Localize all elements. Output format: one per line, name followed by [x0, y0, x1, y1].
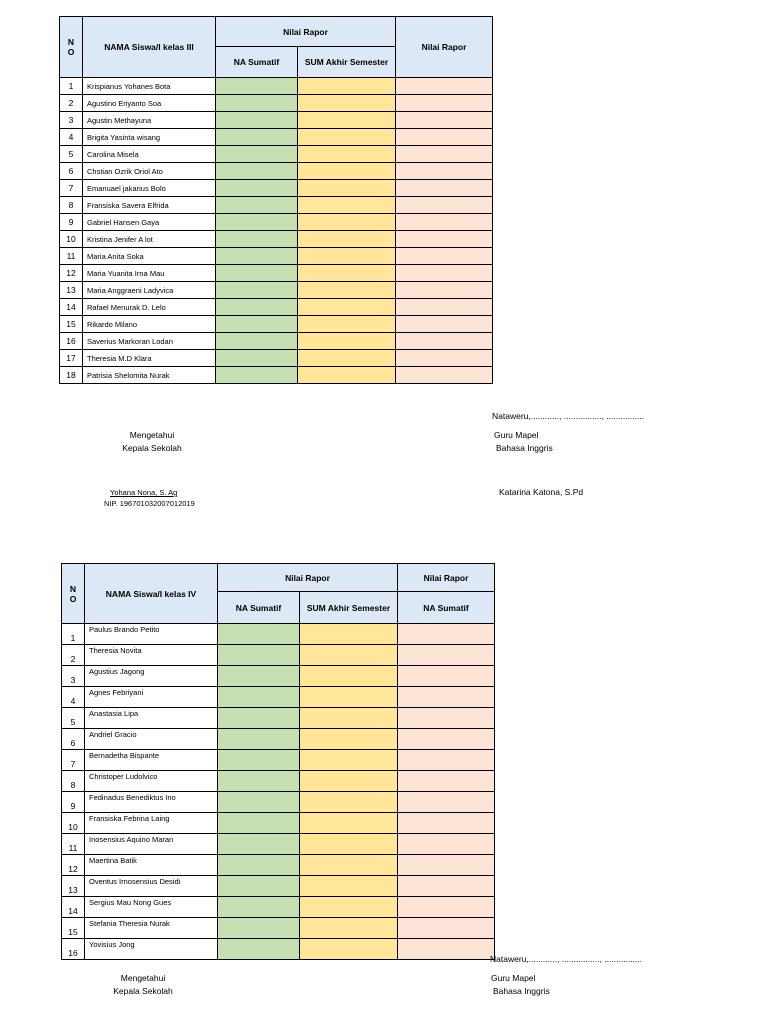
- nilai-rapor-cell[interactable]: [398, 897, 495, 918]
- table-row: [60, 231, 493, 248]
- sum-akhir-semester-cell[interactable]: [298, 78, 396, 95]
- na-sumatif-cell[interactable]: [216, 129, 298, 146]
- student-name: Yovisius Jong: [85, 939, 218, 960]
- na-sumatif-cell[interactable]: [218, 750, 300, 771]
- table-row: [60, 350, 493, 367]
- student-name: Fedinadus Benediktus Ino: [85, 792, 218, 813]
- grade-table-kelas-iii: [59, 16, 493, 384]
- row-number: 6: [62, 729, 85, 750]
- na-sumatif-cell[interactable]: [218, 729, 300, 750]
- table-row: [62, 897, 495, 918]
- header-name: NAMA Siswa/I kelas IV: [85, 564, 218, 624]
- header-sum-akhir-semester: SUM Akhir Semester: [300, 592, 398, 624]
- na-sumatif-cell[interactable]: [216, 248, 298, 265]
- sum-akhir-semester-cell[interactable]: [298, 163, 396, 180]
- place-date-2: Nataweru,............, ................, ................: [490, 954, 643, 964]
- row-number: 3: [62, 666, 85, 687]
- sum-akhir-semester-cell[interactable]: [298, 299, 396, 316]
- sum-akhir-semester-cell[interactable]: [300, 855, 398, 876]
- table-row: [60, 214, 493, 231]
- table-row: [62, 687, 495, 708]
- row-number: 14: [60, 299, 83, 316]
- sum-akhir-semester-cell[interactable]: [298, 248, 396, 265]
- student-name: Agnes Febriyani: [85, 687, 218, 708]
- header-nilai-rapor-group: Nilai Rapor: [216, 17, 396, 47]
- nilai-rapor-cell[interactable]: [396, 129, 493, 146]
- student-name: Theresia Novita: [85, 645, 218, 666]
- table-row: [62, 729, 495, 750]
- sum-akhir-semester-cell[interactable]: [298, 180, 396, 197]
- sum-akhir-semester-cell[interactable]: [298, 129, 396, 146]
- na-sumatif-cell[interactable]: [218, 939, 300, 960]
- sum-akhir-semester-cell[interactable]: [300, 666, 398, 687]
- sum-akhir-semester-cell[interactable]: [300, 939, 398, 960]
- table-row: [60, 282, 493, 299]
- na-sumatif-cell[interactable]: [218, 624, 300, 645]
- row-number: 11: [60, 248, 83, 265]
- na-sumatif-cell[interactable]: [218, 708, 300, 729]
- row-number: 18: [60, 367, 83, 384]
- row-number: 14: [62, 897, 85, 918]
- na-sumatif-cell[interactable]: [218, 897, 300, 918]
- grade-table-kelas-iv: [61, 563, 495, 960]
- na-sumatif-cell[interactable]: [218, 855, 300, 876]
- nilai-rapor-cell[interactable]: [396, 316, 493, 333]
- row-number: 15: [60, 316, 83, 333]
- table-row: [60, 129, 493, 146]
- nilai-rapor-cell[interactable]: [396, 333, 493, 350]
- table-row: [60, 333, 493, 350]
- student-name: Carolina Misela: [83, 146, 216, 163]
- row-number: 2: [60, 95, 83, 112]
- header-no: N O: [62, 564, 85, 624]
- row-number: 8: [60, 197, 83, 214]
- table-row: [60, 367, 493, 384]
- row-number: 10: [62, 813, 85, 834]
- table-row: [60, 197, 493, 214]
- nilai-rapor-cell[interactable]: [396, 180, 493, 197]
- header-nilai-rapor-top: Nilai Rapor: [398, 564, 495, 592]
- nilai-rapor-cell[interactable]: [396, 78, 493, 95]
- sum-akhir-semester-cell[interactable]: [300, 792, 398, 813]
- principal-nip: NIP. 196701032007012019: [104, 499, 195, 508]
- header-no: N O: [60, 17, 83, 78]
- na-sumatif-cell[interactable]: [218, 813, 300, 834]
- student-name: Bernadetha Bispante: [85, 750, 218, 771]
- nilai-rapor-cell[interactable]: [398, 645, 495, 666]
- sum-akhir-semester-cell[interactable]: [298, 367, 396, 384]
- table-row: [60, 180, 493, 197]
- nilai-rapor-cell[interactable]: [398, 939, 495, 960]
- nilai-rapor-cell[interactable]: [398, 855, 495, 876]
- row-number: 8: [62, 771, 85, 792]
- header-na-sumatif: NA Sumatif: [218, 592, 300, 624]
- header-na-sumatif: NA Sumatif: [216, 47, 298, 78]
- nilai-rapor-cell[interactable]: [398, 624, 495, 645]
- na-sumatif-cell[interactable]: [216, 316, 298, 333]
- table-row: [62, 645, 495, 666]
- sum-akhir-semester-cell[interactable]: [300, 708, 398, 729]
- student-name: Rikardo Milano: [83, 316, 216, 333]
- sum-akhir-semester-cell[interactable]: [300, 750, 398, 771]
- na-sumatif-cell[interactable]: [216, 214, 298, 231]
- sum-akhir-semester-cell[interactable]: [300, 918, 398, 939]
- row-number: 9: [62, 792, 85, 813]
- na-sumatif-cell[interactable]: [216, 367, 298, 384]
- header-nilai-rapor: Nilai Rapor: [396, 17, 493, 78]
- na-sumatif-cell[interactable]: [218, 645, 300, 666]
- sum-akhir-semester-cell[interactable]: [298, 265, 396, 282]
- nilai-rapor-cell[interactable]: [396, 95, 493, 112]
- student-name: Agustius Jagong: [85, 666, 218, 687]
- sum-akhir-semester-cell[interactable]: [300, 813, 398, 834]
- sum-akhir-semester-cell[interactable]: [298, 231, 396, 248]
- sum-akhir-semester-cell[interactable]: [300, 834, 398, 855]
- na-sumatif-cell[interactable]: [216, 180, 298, 197]
- nilai-rapor-cell[interactable]: [396, 367, 493, 384]
- row-number: 9: [60, 214, 83, 231]
- student-name: Agustino Eriyanto Soa: [83, 95, 216, 112]
- row-number: 17: [60, 350, 83, 367]
- sum-akhir-semester-cell[interactable]: [300, 687, 398, 708]
- nilai-rapor-cell[interactable]: [398, 708, 495, 729]
- table-body: [62, 624, 495, 960]
- table-row: [60, 316, 493, 333]
- student-name: Theresia M.D Klara: [83, 350, 216, 367]
- sum-akhir-semester-cell[interactable]: [300, 729, 398, 750]
- student-name: Andriel Gracio: [85, 729, 218, 750]
- nilai-rapor-cell[interactable]: [398, 771, 495, 792]
- table-row: [62, 855, 495, 876]
- sum-akhir-semester-cell[interactable]: [300, 897, 398, 918]
- student-name: Rafael Menurak D. Lelo: [83, 299, 216, 316]
- sum-akhir-semester-cell[interactable]: [300, 876, 398, 897]
- row-number: 10: [60, 231, 83, 248]
- na-sumatif-cell[interactable]: [218, 918, 300, 939]
- student-name: Emanuael jakarius Bolo: [83, 180, 216, 197]
- sum-akhir-semester-cell[interactable]: [298, 316, 396, 333]
- row-number: 7: [62, 750, 85, 771]
- teacher-name: Katarina Katona, S.Pd: [499, 487, 584, 497]
- row-number: 12: [62, 855, 85, 876]
- row-number: 6: [60, 163, 83, 180]
- na-sumatif-cell[interactable]: [216, 163, 298, 180]
- student-name: Maria Anita Soka: [83, 248, 216, 265]
- row-number: 5: [60, 146, 83, 163]
- table-row: [62, 750, 495, 771]
- principal-name: Yohana Nona, S. Ag: [110, 488, 178, 497]
- sum-akhir-semester-cell[interactable]: [298, 95, 396, 112]
- nilai-rapor-cell[interactable]: [396, 214, 493, 231]
- sum-akhir-semester-cell[interactable]: [298, 214, 396, 231]
- nilai-rapor-cell[interactable]: [398, 834, 495, 855]
- nilai-rapor-cell[interactable]: [396, 112, 493, 129]
- mengetahui-label: Mengetahui: [129, 430, 175, 440]
- na-sumatif-cell[interactable]: [216, 231, 298, 248]
- sum-akhir-semester-cell[interactable]: [300, 645, 398, 666]
- row-number: 16: [62, 939, 85, 960]
- nilai-rapor-cell[interactable]: [398, 687, 495, 708]
- nilai-rapor-cell[interactable]: [398, 792, 495, 813]
- student-name: Fransiska Savera Elfrida: [83, 197, 216, 214]
- na-sumatif-cell[interactable]: [216, 112, 298, 129]
- nilai-rapor-cell[interactable]: [398, 750, 495, 771]
- sum-akhir-semester-cell[interactable]: [298, 197, 396, 214]
- na-sumatif-cell[interactable]: [218, 876, 300, 897]
- na-sumatif-cell[interactable]: [218, 771, 300, 792]
- nilai-rapor-cell[interactable]: [396, 299, 493, 316]
- mengetahui-label-2: Mengetahui: [120, 973, 166, 983]
- na-sumatif-cell[interactable]: [216, 299, 298, 316]
- na-sumatif-cell[interactable]: [216, 333, 298, 350]
- sum-akhir-semester-cell[interactable]: [298, 350, 396, 367]
- row-number: 16: [60, 333, 83, 350]
- table-row: [62, 771, 495, 792]
- header-sum-akhir-semester: SUM Akhir Semester: [298, 47, 396, 78]
- row-number: 1: [62, 624, 85, 645]
- table-row: [60, 146, 493, 163]
- nilai-rapor-cell[interactable]: [396, 265, 493, 282]
- header-name: NAMA Siswa/I kelas III: [83, 17, 216, 78]
- row-number: 13: [60, 282, 83, 299]
- table-row: [60, 78, 493, 95]
- na-sumatif-cell[interactable]: [216, 265, 298, 282]
- kepala-sekolah-label-2: Kepala Sekolah: [113, 986, 173, 996]
- row-number: 4: [60, 129, 83, 146]
- nilai-rapor-cell[interactable]: [398, 876, 495, 897]
- student-name: Maria Yuanita Irna Mau: [83, 265, 216, 282]
- nilai-rapor-cell[interactable]: [396, 350, 493, 367]
- table-body: [60, 78, 493, 384]
- student-name: Sergius Mau Nong Gues: [85, 897, 218, 918]
- student-name: Brigita Yasinta wisang: [83, 129, 216, 146]
- nilai-rapor-cell[interactable]: [398, 729, 495, 750]
- student-name: Fransiska Febrina Laing: [85, 813, 218, 834]
- sum-akhir-semester-cell[interactable]: [298, 282, 396, 299]
- table-row: [60, 248, 493, 265]
- row-number: 5: [62, 708, 85, 729]
- row-number: 13: [62, 876, 85, 897]
- table-row: [62, 834, 495, 855]
- table-row: [60, 163, 493, 180]
- student-name: Gabriel Hansen Gaya: [83, 214, 216, 231]
- student-name: Agustin Methayuna: [83, 112, 216, 129]
- row-number: 3: [60, 112, 83, 129]
- nilai-rapor-cell[interactable]: [396, 248, 493, 265]
- table-row: [62, 918, 495, 939]
- na-sumatif-cell[interactable]: [216, 78, 298, 95]
- nilai-rapor-cell[interactable]: [396, 282, 493, 299]
- bahasa-inggris-label: Bahasa Inggris: [496, 443, 553, 453]
- student-name: Maria Anggraeni Ladyvica: [83, 282, 216, 299]
- table-row: [62, 666, 495, 687]
- na-sumatif-cell[interactable]: [218, 666, 300, 687]
- row-number: 12: [60, 265, 83, 282]
- table-row: [60, 112, 493, 129]
- nilai-rapor-cell[interactable]: [398, 918, 495, 939]
- table-row: [62, 792, 495, 813]
- nilai-rapor-cell[interactable]: [396, 146, 493, 163]
- row-number: 11: [62, 834, 85, 855]
- nilai-rapor-cell[interactable]: [396, 163, 493, 180]
- student-name: Krispianus Yohanes Bota: [83, 78, 216, 95]
- student-name: Saverius Markoran Lodan: [83, 333, 216, 350]
- header-nilai-rapor-group: Nilai Rapor: [218, 564, 398, 592]
- student-name: Anastasia Lipa: [85, 708, 218, 729]
- nilai-rapor-cell[interactable]: [398, 813, 495, 834]
- table-row: [60, 95, 493, 112]
- table-row: [62, 708, 495, 729]
- kepala-sekolah-label: Kepala Sekolah: [122, 443, 182, 453]
- student-name: Chstian Ozrik Oriol Ato: [83, 163, 216, 180]
- na-sumatif-cell[interactable]: [218, 834, 300, 855]
- row-number: 15: [62, 918, 85, 939]
- nilai-rapor-cell[interactable]: [396, 197, 493, 214]
- row-number: 4: [62, 687, 85, 708]
- guru-mapel-label-2: Guru Mapel: [491, 973, 536, 983]
- na-sumatif-cell[interactable]: [216, 282, 298, 299]
- nilai-rapor-cell[interactable]: [396, 231, 493, 248]
- na-sumatif-cell[interactable]: [218, 792, 300, 813]
- student-name: Paulus Brando Petito: [85, 624, 218, 645]
- student-name: Kristina Jenifer A lot: [83, 231, 216, 248]
- student-name: Inosensius Aquino Maran: [85, 834, 218, 855]
- student-name: Stefania Theresia Nurak: [85, 918, 218, 939]
- na-sumatif-cell[interactable]: [218, 687, 300, 708]
- table-row: [60, 299, 493, 316]
- table-row: [60, 265, 493, 282]
- student-name: Christoper Ludolvico: [85, 771, 218, 792]
- nilai-rapor-cell[interactable]: [398, 666, 495, 687]
- student-name: Maertina Batik: [85, 855, 218, 876]
- na-sumatif-cell[interactable]: [216, 350, 298, 367]
- guru-mapel-label: Guru Mapel: [494, 430, 539, 440]
- sum-akhir-semester-cell[interactable]: [300, 624, 398, 645]
- sum-akhir-semester-cell[interactable]: [298, 112, 396, 129]
- sum-akhir-semester-cell[interactable]: [298, 146, 396, 163]
- row-number: 2: [62, 645, 85, 666]
- sum-akhir-semester-cell[interactable]: [298, 333, 396, 350]
- header-na-sumatif-2: NA Sumatif: [398, 592, 495, 624]
- table-row: [62, 939, 495, 960]
- na-sumatif-cell[interactable]: [216, 146, 298, 163]
- table-row: [62, 876, 495, 897]
- na-sumatif-cell[interactable]: [216, 95, 298, 112]
- student-name: Patrisia Shelomita Nurak: [83, 367, 216, 384]
- table-row: [62, 624, 495, 645]
- sum-akhir-semester-cell[interactable]: [300, 771, 398, 792]
- student-name: Oventus Irnosensius Desidi: [85, 876, 218, 897]
- place-date: Nataweru,............, ................, ................: [492, 411, 645, 421]
- table-row: [62, 813, 495, 834]
- na-sumatif-cell[interactable]: [216, 197, 298, 214]
- bahasa-inggris-label-2: Bahasa Inggris: [493, 986, 550, 996]
- row-number: 1: [60, 78, 83, 95]
- row-number: 7: [60, 180, 83, 197]
